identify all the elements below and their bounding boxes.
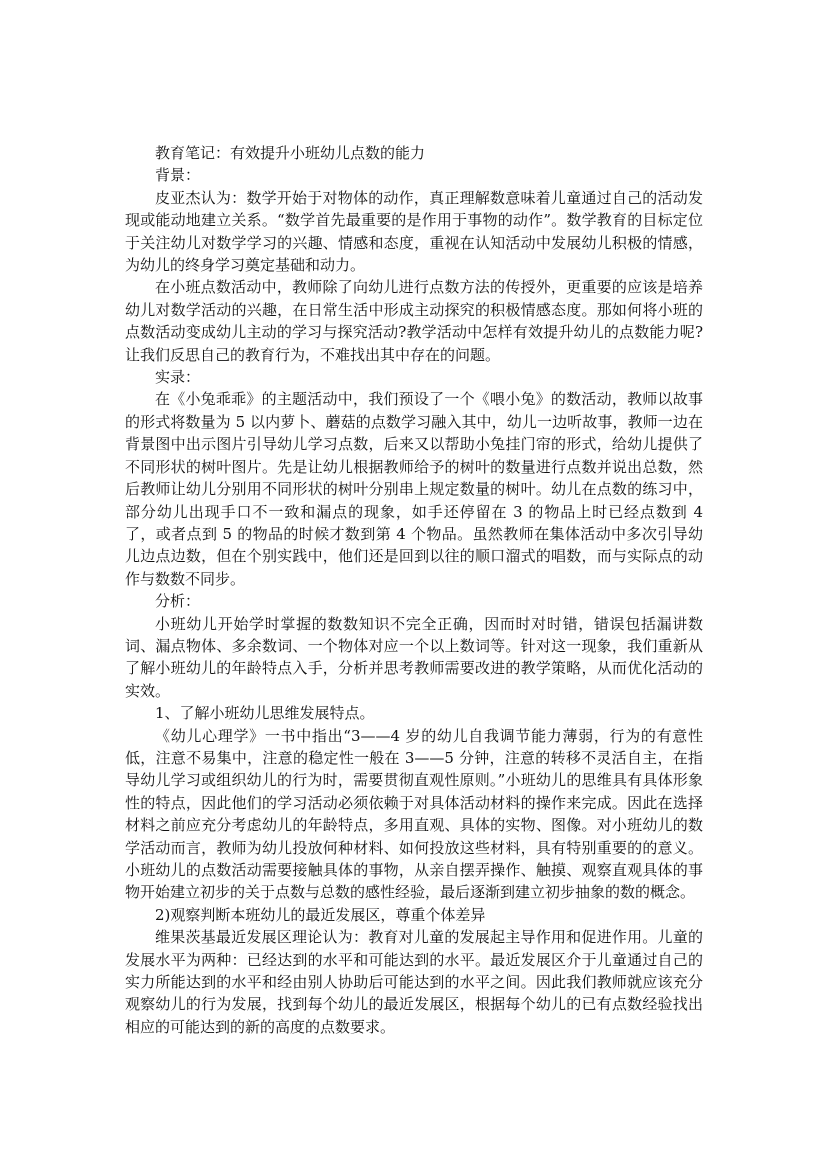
section-heading-record: 实录： <box>155 368 201 387</box>
section-heading-analysis: 分析： <box>155 592 201 611</box>
paragraph: 维果茨基最近发展区理论认为：教育对儿童的发展起主导作用和促进作用。儿童的发展水平为两种：已经达到的水平和可能达到的水平。最近发展区介于儿童通过自己的实力所能达到的水平和经由别人协助后可能达到的水平之间。因此我们教师就应该充分观察幼儿的行为发展，找到每个幼儿的最近发展区，根据每个幼儿的已有点数经验找出相应的可能达到的新的高度的点数要求。 <box>125 928 703 1036</box>
paragraph: 小班幼儿开始学时掌握的数数知识不完全正确，因而时对时错，错误包括漏讲数词、漏点物体、多余数词、一个物体对应一个以上数词等。针对这一现象，我们重新从了解小班幼儿的年龄特点入手，分析并思考教师需要改进的教学策略，从而优化活动的实效。 <box>125 614 703 700</box>
paragraph: 在小班点数活动中，教师除了向幼儿进行点数方法的传授外，更重要的应该是培养幼儿对数学活动的兴趣，在日常生活中形成主动探究的积极情感态度。那如何将小班的点数活动变成幼儿主动的学习与探究活动?教学活动中怎样有效提升幼儿的点数能力呢?让我们反思自己的教育行为，不难找出其中存在的问题。 <box>125 278 703 364</box>
paragraph: 《幼儿心理学》一书中指出“3——4 岁的幼儿自我调节能力薄弱，行为的有意性低，注意不易集中，注意的稳定性一般在 3——5 分钟，注意的转移不灵活自主，在指导幼儿学习或组织幼儿的行为时，需要贯彻直观性原则。”小班幼儿的思维具有具体形象性的特点，因此他们的学习活动必须依赖于对具体活动材料的操作来完成。因此在选择材料之前应充分考虑幼儿的年龄特点，多用直观、具体的实物、图像。对小班幼儿的数学活动而言，教师为幼儿投放何种材料、如何投放这些材料，具有特别重要的的意义。小班幼儿的点数活动需要接触具体的事物，从亲自摆弄操作、触摸、观察直观具体的事物开始建立初步的关于点数与总数的感性经验，最后逐渐到建立初步抽象的数的概念。 <box>125 726 703 902</box>
paragraph: 在《小兔乖乖》的主题活动中，我们预设了一个《喂小兔》的数活动，教师以故事的形式将数量为 5 以内萝卜、蘑菇的点数学习融入其中，幼儿一边听故事，教师一边在背景图中出示图片引导幼儿学习点数，后来又以帮助小兔挂门帘的形式，给幼儿提供了不同形状的树叶图片。先是让幼儿根据教师给予的树叶的数量进行点数并说出总数，然后教师让幼儿分别用不同形状的树叶分别串上规定数量的树叶。幼儿在点数的练习中，部分幼儿出现手口不一致和漏点的现象，如手还停留在 3 的物品上时已经点数到 4 了，或者点到 5 的物品的时候才数到第 4 个物品。虽然教师在集体活动中多次引导幼儿边点边数，但在个别实践中，他们还是回到以往的顺口溜式的唱数，而与实际点的动作与数数不同步。 <box>125 390 703 588</box>
subheading: 1、了解小班幼儿思维发展特点。 <box>155 704 375 723</box>
document-page <box>125 142 703 1038</box>
paragraph: 皮亚杰认为：数学开始于对物体的动作，真正理解数意味着儿童通过自己的活动发现或能动地建立关系。“数学首先最重要的是作用于事物的动作”。数学教育的目标定位于关注幼儿对数学学习的兴趣、情感和态度，重视在认知活动中发展幼儿积极的情感，为幼儿的终身学习奠定基础和动力。 <box>125 188 703 275</box>
section-heading-background: 背景： <box>155 166 201 185</box>
document-title: 教育笔记：有效提升小班幼儿点数的能力 <box>155 144 426 162</box>
subheading: 2)观察判断本班幼儿的最近发展区，尊重个体差异 <box>155 905 486 924</box>
